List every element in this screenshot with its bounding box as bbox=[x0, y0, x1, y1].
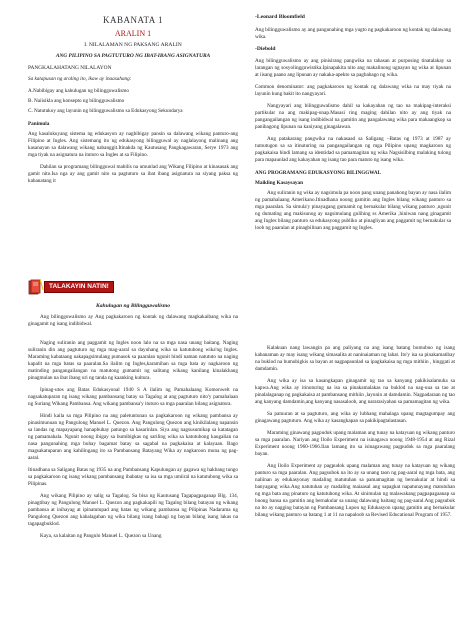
lesson-title: ARALIN 1 bbox=[114, 29, 152, 39]
body-paragraph: Ang wika ay isa sa kasangkapan ginagamit ng tao sa kanyang pakikisalamuha sa kapwa.Ang wika ay itinuturing na isa sa pinakamalakas na buklod na nag-uua sa tao at pinalalaganap ng pagkakaisa at pambansang mithiin ,layunin at damdamin. Nagpadaraan ng tao ang kanyang damdamin,ang kanyang nasasaloob, ang nararasiyahan sa pamamagitan ng wika. bbox=[255, 378, 455, 406]
right-column-bottom bbox=[255, 345, 455, 524]
body-paragraph: Ang wikang Pilipino ay salig sa Tagalog. Sa bisa ng Kautusang Tagapagpaganap Blg. 134, pinagtibay ng Pangulong Manuel L. Quezon ang pagkakapili ng Tagalog bilang batayan ng wikang pambansa at inihayag at ipinatutupad ang batas ng wikang pambansa ng Pilipinas Nadarama ng Pangulong Quezon ang kabalagahan ng wika bilang isang bahagi ng bayan bilang isang lakas na tagapagbuklod. bbox=[28, 493, 238, 528]
body-paragraph: Sa patuuran at sa pagtuturo, ang wika ay lubhang mahalaga upang magtagumpay ang ginagawang pagtuturo. Ang wika ay kasangkapan sa pakikipagtalastasan. bbox=[255, 411, 455, 425]
body-paragraph: Ang suliranin ng wika ay nagsimula pa noon pang unang panahong bayan ay nasa ilalim ng pamahalaang Amerikano.Itinadhana noong gamitin ang Ingles bilang wikang panturo sa mga paaralan. Sa simula'y pinayagang gumamit ng bernakular bilang wikang panturo ,ngunit ng dumating ang makisunog ay nagsimulang gulihing ss Amerika ,hiniwan nang ginagamit ang Ingles bilang panturo sa edukasyong publiko at pinagliyan ang paggamit ng bernakular sa loob ng paaralan at pinagbilinan ang paggamit ng Ingles. bbox=[255, 190, 451, 232]
topic-heading: ANG PILIPINO SA PAGTUTURO NG IBAT-IBANG ASIGNATURA bbox=[55, 53, 211, 60]
book-icon bbox=[28, 278, 44, 296]
panimula-paragraph: Dahilan sa programang bilingguwal mabilis na umunlad ang Wikang Filipino at kinasasak ang gamit nito.Isa nga ay ang gamit nito sa pagtuturo sa ibat ibang asignatura na siyang paksa ng kabanatang it bbox=[28, 164, 238, 185]
quote-author: -Diebold bbox=[255, 45, 276, 52]
left-column-bottom bbox=[28, 340, 238, 545]
body-paragraph: Ang patakarang pangwika na nakasaad sa Saligang –Batas ng 1973 at 1987 ay tumutugon sa sa itinuturing na pangangailangan ng mga Pilipino upang magkaroon ng pagkakaisa hindi lamang sa identidad sa pamamagitan ng wika Nagsisilbing malaking tulong para mapaunlad ang kakayahan ng isang tao para matuto ng isang wika. bbox=[255, 136, 451, 164]
right-column-top bbox=[255, 14, 451, 237]
left-column-mid bbox=[28, 303, 238, 333]
body-paragraph: Naging suliranin ang paggamit ng Ingles noon lalo na sa mga nasa unang baitang. Naging suliranin din ang pagtuturo ng mga mag-aaral sa dayuhang wika sa katutubong wika'ng Ingles. Maraming kabataang nakapagsimulang pumasok sa paaralan ngunit hindi naman natututo na naging kapalit na mga batas sa paaralan.Sa ilalim ng Ingles,karamihan sa mga bata ay nagkaroon ng matinding pangangailangan na matutong gumamit ng salitang wikang kanilang kinalakhang pinagmulan na ibat ibang uri ng tanda ng kaanking kultura. bbox=[28, 340, 238, 382]
left-column-top bbox=[28, 14, 238, 190]
body-paragraph: Ang Iloilo Experiment ay pagpudok upang malaman ang tunay na katayuan ng wikang panturo sa mga paaralan. Ang pagsubok na ito ay sa unang taon ng pag-aaral ng mga bata, ang naliinan ay edukasyonay madaling matutuhan sa pamamagitan ng bernakular at hindi sa banyagang wika.Ang natutuhan ay madaling maiaasal ang sapagkat napatunayang matutuhan ng mga bata ang pinaturo ng katutubong wika. At sinimulan ng malawakang pagpapagaanap sa buong bansa na gamitin ang bernakular sa unang dalawang baitang ng pag-aaral.Ang pagsubok na ito ay nagging batayan ng Pambansang Lupon ng Edukasyon upang gamitin ang bernakular bilang wikang panturo sa batang 1 at 11 na napaloob sa Revised Educational Program of 1957. bbox=[255, 463, 455, 519]
objective-item: B. Naiisikla ang konsepto ng bilingguwalismo bbox=[28, 98, 125, 105]
program-title: ANG PROGRAMANG EDUKASYONG BILINGGWAL bbox=[255, 170, 382, 177]
body-paragraph: Itinadhana sa Saligang Batas ng 1935 na ang Pambansang Kapulungan ay gagawa ng hakbang tungo sa pagkakaroon ng isang wikang pambansang ibabatay sa isa sa mga umiiral na katutubong wika sa Pilipinas. bbox=[28, 467, 238, 488]
banner-label: TALAKAYIN NATIN! bbox=[44, 281, 114, 294]
quote-paragraph: Ang bilingguwalismo ay ang pinisirang pangwika na tahasan at purposing tinatalakay sa larangan ng sosyolingguwistika.Ipinapakita nito ang makalinong ugnayan ng wika at lipunan at iisang paano ang lipunan ay nakaka-apekto sa pagbabago ng wika. bbox=[255, 58, 451, 79]
panimula-label: Panimula bbox=[28, 121, 50, 128]
program-subtitle: Maikling Kasaysayan bbox=[255, 180, 303, 187]
objective-item: C. Natutukoy ang layunin ng bilingguwalismo sa Edukasyong Sekundarya bbox=[28, 108, 183, 115]
objectives-heading: PANGKALAHATANG NILALAYON bbox=[28, 64, 112, 71]
quote-paragraph: Ang bilingguwalismo ay ang pangunahing mga yugto ng pagkakaroon ng kontak ng dalawang wika. bbox=[255, 26, 451, 40]
talakayin-banner bbox=[28, 280, 128, 294]
body-paragraph: Maraming ginawang pagpudok upang malaman ang tunay na katayuan ng wikang panturo sa mga paaralan. Nariyan ang Iloilo Experiment na isinagawa noong 1948-1954 at ang Rizal Experiment noong 1960-1966.Ilan lamang ito sa isinagawang pagpudok sa mga paaralang bayan. bbox=[255, 430, 455, 458]
common-denominator-paragraph: Common denominator: ang pagkakaroon ng kontak ng dalawang wika na may tiyak na layunin kung bakit ito nangyayari. bbox=[255, 84, 451, 98]
objectives-intro: Sa katapusan ng araling ito, ikaw ay inaasahang: bbox=[28, 76, 132, 83]
section-heading: I. NILALAMAN NG PAKSANG ARALIN bbox=[84, 41, 182, 48]
objective-item: A.Nabibigay ang kahulugan ng bilingguwalismo bbox=[28, 88, 129, 95]
body-paragraph: Hindi kaila sa mga Pilipino na ang paletuntunan sa pagkakaroon ng wikang pambansa ay pinasimunuan ng Pangulong Manuel L. Quezon. Ang Pangulong Quezon ang kinikilalang napansin sa landas ng mapayapang hanapbuhay patungo sa kasarinlan. Siya ang nagsusumikap sa katatagan ng pamamahala. Ngunit noong ibigay sa bumibigkas ng sariling wika sa katutubong kaugalian na nasa pangunahing mga buhay bagamat batay sa sagabal na pagkakaisa at kalayaan. Bago magsakatuparan ang kahilingang ito sa Pambansang Batayang Wika ay nagkaroon muna ng pag-aaral. bbox=[28, 413, 238, 462]
quote-author: -Leonard Bloomfield bbox=[255, 14, 305, 20]
body-paragraph: Kaya, sa kalaitan ng Pangulo Manuel L. Quezon sa Unang bbox=[40, 533, 162, 540]
chapter-title: KABANATA 1 bbox=[102, 15, 164, 25]
objectives-list bbox=[28, 88, 238, 115]
definition-subtitle: Kahulugan ng Bilingguwalismo bbox=[96, 303, 170, 309]
body-paragraph: Nangyayari ang bilingguwalismo dahil sa kakayahan ng tao na makipag-interaksi partikular na ang makipag-unap.Masasi ring maging dahilan nito ay ang tiyak na pangangailangan ng isang indibidwal na gamitin ang pangalawang wika para makaangkop sa panibagong lipunan na kaniyang ginagalawan. bbox=[255, 103, 451, 131]
panimula-paragraph: Ang kasalukuyang sistema ng edukasyon ay nagbibigay pansin sa dalawang wikang panturo-ang Filipino at Ingles. Ang sistemang ito ng edukasyong bilingguwal ay naglalayong malinang ang kasanayan sa dalawang wikang nabanggit.Itinakda ng Kautusang Pangkagawaran, Serye 1973 ang mga tiyak na asignatura na ituturo sa Ingles at sa Filipino. bbox=[28, 131, 238, 159]
body-paragraph: Ipinag-utos ang Batas Edukasyonal 1940 S A ilalim ng Pamahalaang Komonwelt na nagsakatuparan ng isang wikang pambansang batay sa Tagalog at ang pagtuturo nito'y pamahalaan ng Suriang Wikang Pambansa. Ang wikang pambansa'y ituturo sa mga paaralan bilang asignatura. bbox=[28, 387, 238, 408]
definition-paragraph: Ang bilingguwalismo ay Ang pagkakaroon ng kontak ng dalawang magkakaibang wika na ginagamit ng isang indibidwal. bbox=[28, 313, 238, 327]
body-paragraph: Kalakuan nang lawangin pa ang paliyang na ang isang batang bumubuo ng isang kabanaman ay may isang wikang simasalita at naninaiaman ng lahat. Ito'y isa sa pinakamatibay na buklod na bumubigkis sa bayan at nagpapaunlad sa ipagkakaisa ng mga mithiin , hinggati at damdamin. bbox=[255, 345, 455, 373]
